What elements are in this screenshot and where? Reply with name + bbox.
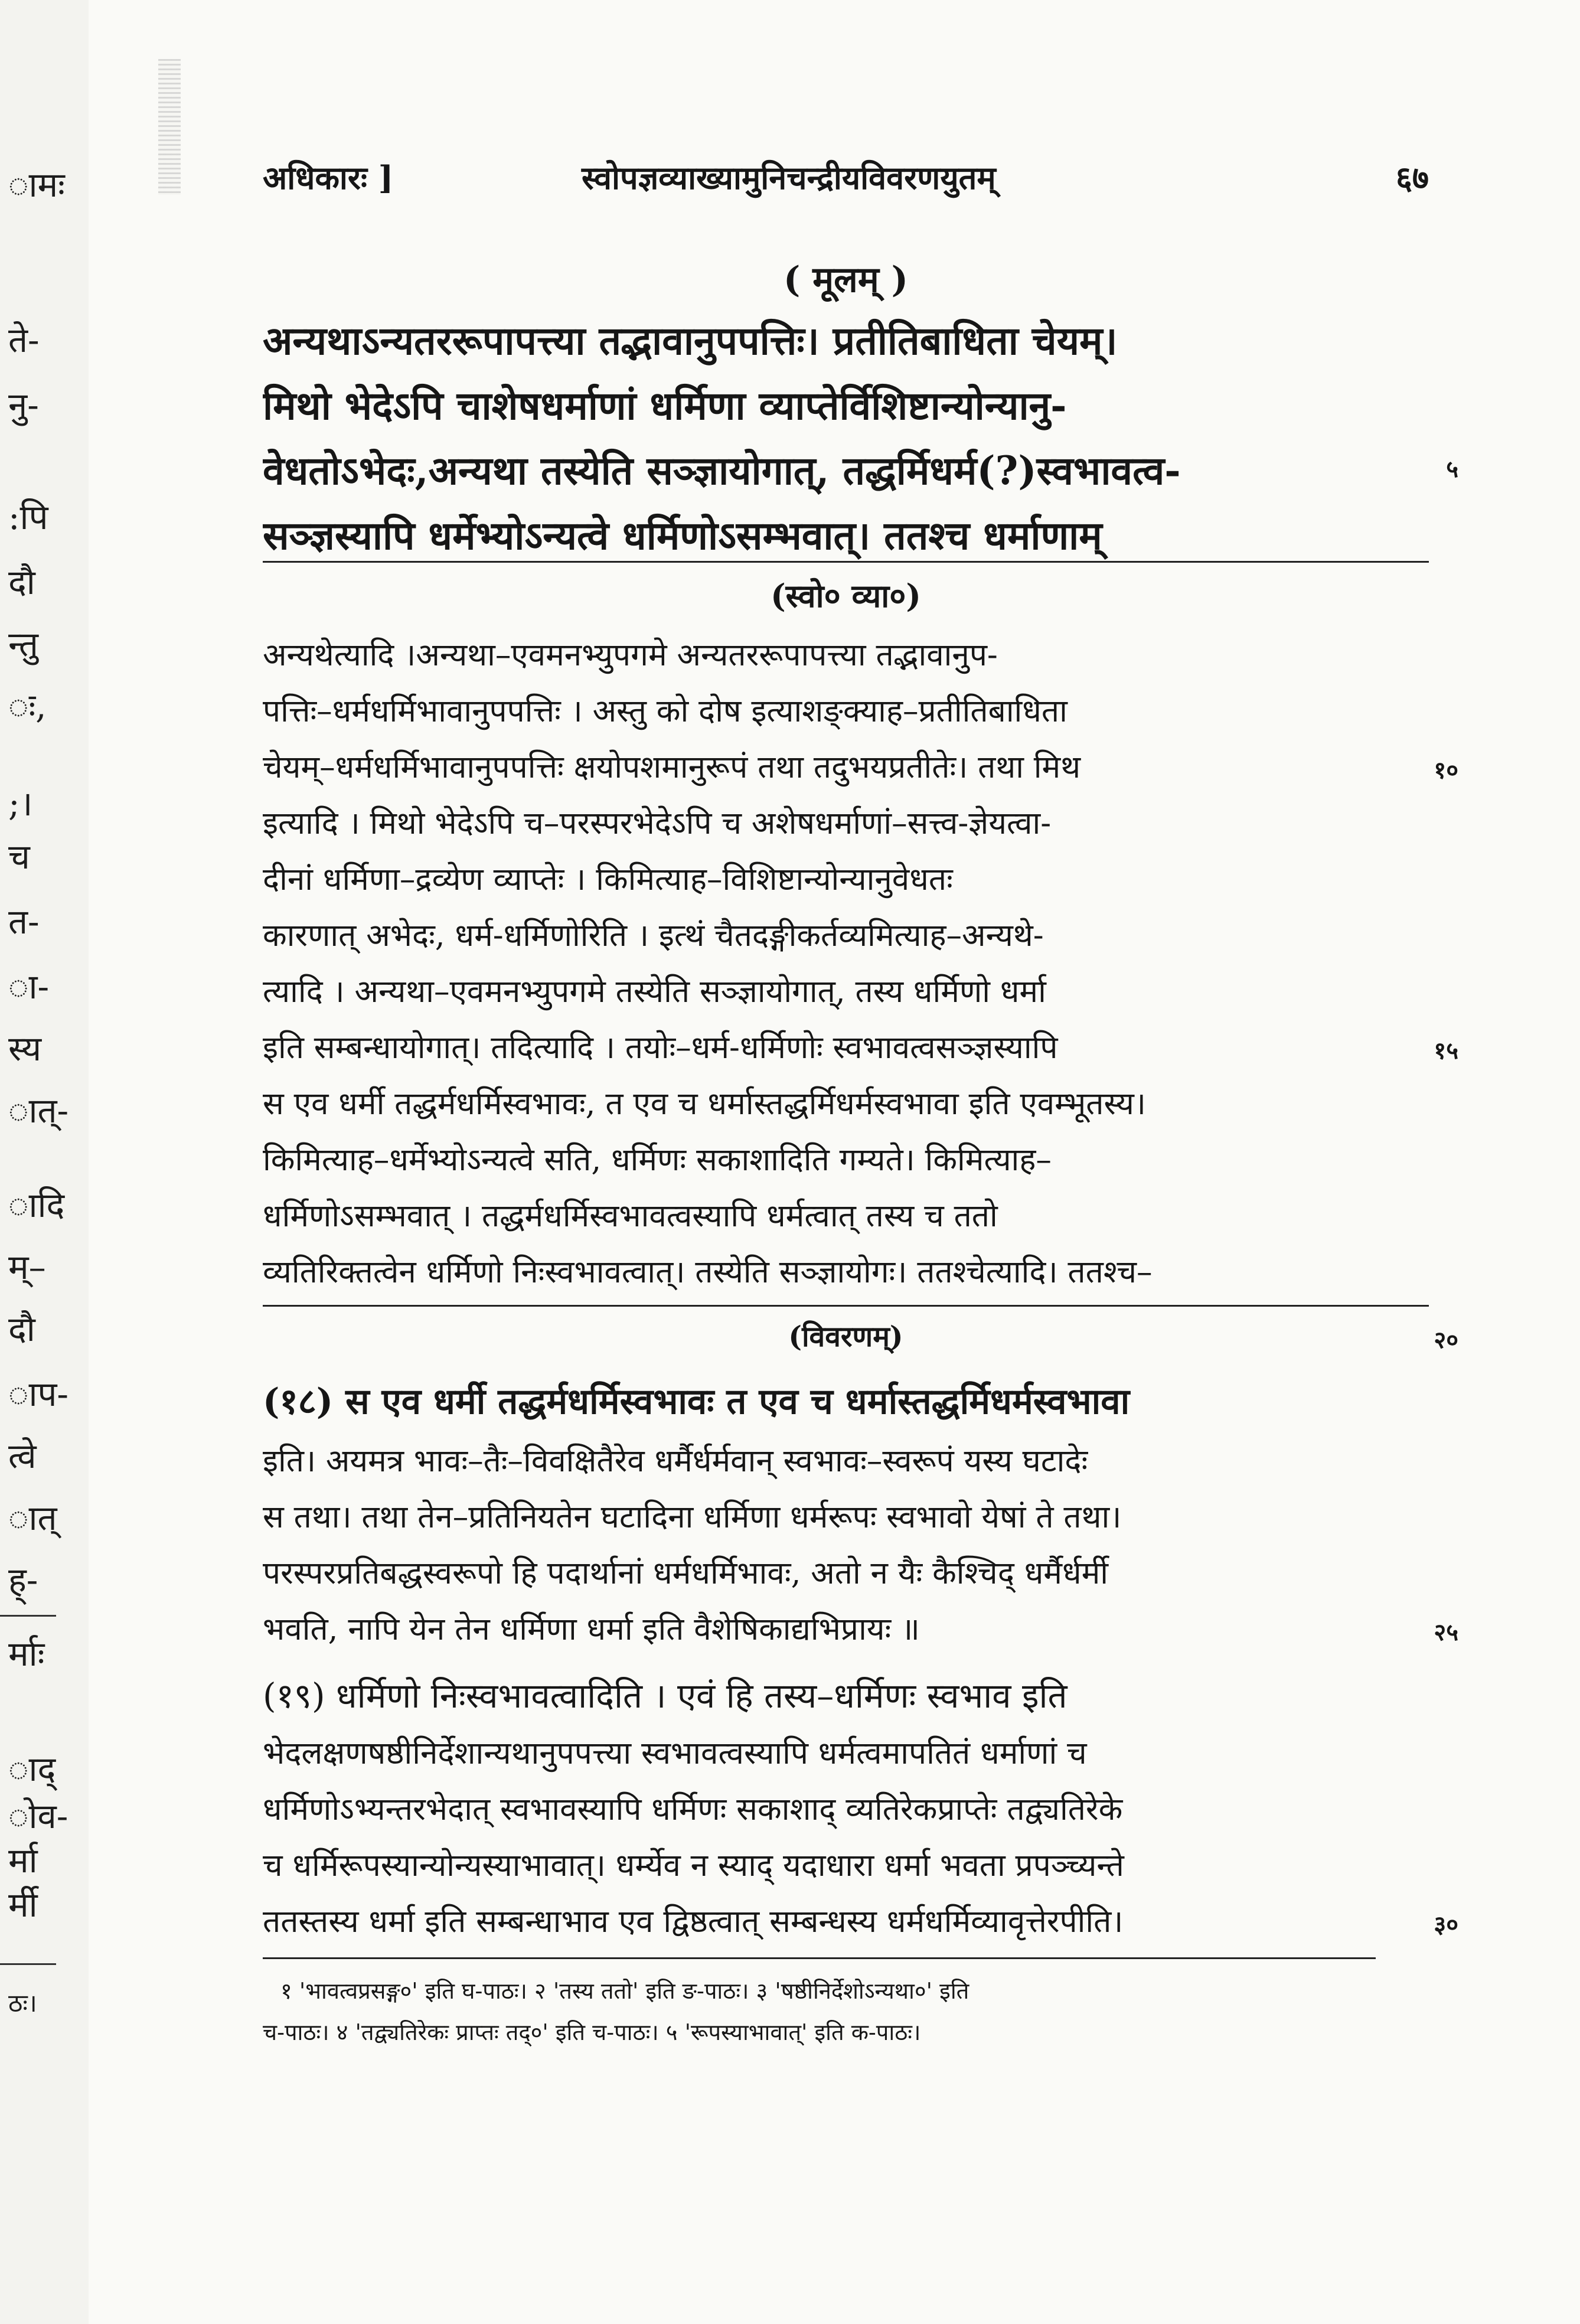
margin-fragment: दौ — [8, 1309, 35, 1349]
margin-fragment: ादि — [8, 1185, 65, 1225]
margin-fragment: र्मा — [8, 1840, 38, 1881]
margin-fragment: ात् — [8, 1498, 57, 1538]
footnote-line: च-पाठः। ४ 'तद्व्यतिरेकः प्राप्तः तद्०' इति च-पाठः। ५ 'रूपस्याभावात्' इति क-पाठः। — [263, 2019, 921, 2045]
vyakhya-line: इति सम्बन्धायोगात्। तदित्यादि । तयोः–धर्म-धर्मिणोः स्वभावत्वसञ्ज्ञस्यापि — [263, 1030, 1058, 1066]
margin-fragment: र्माः — [8, 1634, 45, 1674]
vyakhya-line: चेयम्–धर्मधर्मिभावानुपपत्तिः क्षयोपशमानुरूपं तथा तदुभयप्रतीतेः। तथा मिथ — [263, 749, 1081, 785]
mula-line: अन्यथाऽन्यतररूपापत्त्या तद्भावानुपपत्तिः। प्रतीतिबाधिता चेयम्। — [263, 318, 1118, 364]
margin-fragment: ात्- — [8, 1091, 69, 1131]
margin-fragment: :पि — [8, 497, 48, 537]
vivarana-line: भेदलक्षणषष्ठीनिर्देशान्यथानुपपत्त्या स्वभावत्वस्यापि धर्मत्वमापतितं धर्माणां च — [263, 1735, 1087, 1771]
margin-fragment: र्मी — [8, 1885, 38, 1925]
vivarana-line: स तथा। तथा तेन–प्रतिनियतेन घटादिना धर्मिणा धर्मरूपः स्वभावो येषां ते तथा। — [263, 1499, 1122, 1535]
mula-heading: ( मूलम् ) — [784, 259, 908, 301]
margin-fragment: त्वे — [8, 1436, 37, 1476]
margin-fragment: नु- — [8, 385, 39, 425]
margin-fragment: स्य — [8, 1029, 42, 1069]
vyakhya-line: त्यादि । अन्यथा–एवमनभ्युपगमे तस्येति सञ्ज्ञायोगात्, तस्य धर्मिणो धर्मा — [263, 974, 1046, 1010]
margin-fragment: च — [8, 837, 30, 877]
vivarana-line: ततस्तस्य धर्मा इति सम्बन्धाभाव एव द्विष्ठत्वात् सम्बन्धस्य धर्मधर्मिव्यावृत्तेरपीति। — [263, 1904, 1124, 1940]
facing-page-margin — [0, 0, 89, 2324]
margin-fragment: ह्- — [8, 1560, 38, 1600]
section-rule — [263, 561, 1429, 563]
mula-line: वेधतोऽभेदः,अन्यथा तस्येति सञ्ज्ञायोगात्, तद्धर्मिधर्म(?)स्वभावत्व- — [263, 448, 1181, 494]
vivarana-line: च धर्मिरूपस्यान्योन्यस्याभावात्। धर्म्येव न स्याद् यदाधारा धर्मा भवता प्रपञ्च्यन्ते — [263, 1848, 1124, 1884]
book-page — [263, 0, 1458, 2324]
margin-fragment: न्तु — [8, 624, 38, 664]
vivarana-line: भवति, नापि येन तेन धर्मिणा धर्मा इति वैशेषिकाद्यभिप्रायः ॥ — [263, 1611, 920, 1647]
vyakhya-line: धर्मिणोऽसम्भवात् । तद्धर्मधर्मिस्वभावत्वस्यापि धर्मत्वात् तस्य च ततो — [263, 1198, 998, 1234]
vyakhya-line: पत्तिः–धर्मधर्मिभावानुपपत्तिः । अस्तु को दोष इत्याशङ्क्याह–प्रतीतिबाधिता — [263, 693, 1068, 729]
margin-fragment: ठः। — [8, 1989, 37, 2018]
chapter-marker: अधिकारः ] — [263, 159, 394, 197]
margin-fragment: ाप- — [8, 1374, 69, 1414]
binding-shadow — [158, 59, 181, 195]
line-number: ५ — [1446, 455, 1458, 483]
vyakhya-line: स एव धर्मी तद्धर्मधर्मिस्वभावः, त एव च धर्मास्तद्धर्मिधर्मस्वभावा इति एवम्भूतस्य। — [263, 1086, 1146, 1122]
line-number: १० — [1434, 756, 1458, 784]
vyakhya-line: किमित्याह–धर्मेभ्योऽन्यत्वे सति, धर्मिणः सकाशादिति गम्यते। किमित्याह– — [263, 1142, 1052, 1178]
vyakhya-line: व्यतिरिक्तत्वेन धर्मिणो निःस्वभावत्वात्। तस्येति सञ्ज्ञायोगः। ततश्चेत्यादि। ततश्च– — [263, 1254, 1153, 1290]
vivarana-line: (१९) धर्मिणो निःस्वभावत्वादिति । एवं हि तस्य–धर्मिणः स्वभाव इति — [263, 1676, 1068, 1716]
footnote-rule — [263, 1957, 1376, 1959]
line-number: २५ — [1434, 1618, 1458, 1646]
margin-rule — [0, 1963, 56, 1965]
margin-fragment: त- — [8, 902, 40, 942]
margin-fragment: ाद् — [8, 1749, 56, 1789]
vyakhya-line: अन्यथेत्यादि ।अन्यथा–एवमनभ्युपगमे अन्यतररूपापत्त्या तद्भावानुप- — [263, 637, 998, 673]
line-number: १५ — [1434, 1037, 1458, 1065]
margin-fragment: दौ — [8, 562, 35, 602]
mula-line: मिथो भेदेऽपि चाशेषधर्माणां धर्मिणा व्याप्तेर्विशिष्टान्योन्यानु- — [263, 383, 1067, 429]
margin-rule — [0, 1615, 56, 1617]
footnote-line: १ 'भावत्वप्रसङ्ग०' इति घ-पाठः। २ 'तस्य ततो' इति ङ-पाठः। ३ 'षष्ठीनिर्देशोऽन्यथा०' इति — [280, 1978, 969, 2004]
margin-fragment: म्– — [8, 1247, 46, 1287]
running-header — [263, 155, 1429, 208]
margin-fragment: ते- — [8, 320, 40, 360]
vivarana-heading: (विवरणम्) — [788, 1320, 903, 1353]
margin-fragment: ः, — [8, 686, 47, 726]
vivarana-line: धर्मिणोऽभ्यन्तरभेदात् स्वभावस्यापि धर्मिणः सकाशाद् व्यतिरेकप्राप्तेः तद्व्यतिरेके — [263, 1791, 1123, 1827]
vyakhya-line: दीनां धर्मिणा–द्रव्येण व्याप्तेः । किमित्याह–विशिष्टान्योन्यानुवेधतः — [263, 861, 953, 897]
margin-fragment: ा- — [8, 967, 50, 1007]
line-number: ३० — [1434, 1911, 1458, 1938]
vyakhya-line: कारणात् अभेदः, धर्म-धर्मिणोरिति । इत्थं चैतदङ्गीकर्तव्यमित्याह–अन्यथे- — [263, 918, 1044, 954]
vivarana-line: (१८) स एव धर्मी तद्धर्मधर्मिस्वभावः त एव च धर्मास्तद्धर्मिधर्मस्वभावा — [263, 1381, 1130, 1422]
page-number: ६७ — [1395, 159, 1429, 197]
vyakhya-line: इत्यादि । मिथो भेदेऽपि च–परस्परभेदेऽपि च अशेषधर्माणां–सत्त्व-ज्ञेयत्वा- — [263, 805, 1052, 841]
line-number: २० — [1434, 1326, 1458, 1354]
section-rule — [263, 1305, 1429, 1307]
vivarana-line: परस्परप्रतिबद्धस्वरूपो हि पदार्थानां धर्मधर्मिभावः, अतो न यैः कैश्चिद् धर्मैर्धर्मी — [263, 1555, 1108, 1591]
vyakhya-heading: (स्वो० व्या०) — [771, 577, 921, 615]
vivarana-line: इति। अयमत्र भावः–तैः–विवक्षितैरेव धर्मैर्धर्मवान् स्वभावः–स्वरूपं यस्य घटादेः — [263, 1443, 1088, 1479]
margin-fragment: ;। — [8, 784, 33, 824]
running-title: स्वोपज्ञव्याख्यामुनिचन्द्रीयविवरणयुतम् — [582, 159, 996, 197]
margin-fragment: ामः — [8, 165, 65, 205]
margin-fragment: ोव- — [8, 1796, 68, 1836]
mula-line: सञ्ज्ञस्यापि धर्मेभ्योऽन्यत्वे धर्मिणोऽसम्भवात्। ततश्च धर्माणाम् — [263, 513, 1102, 559]
